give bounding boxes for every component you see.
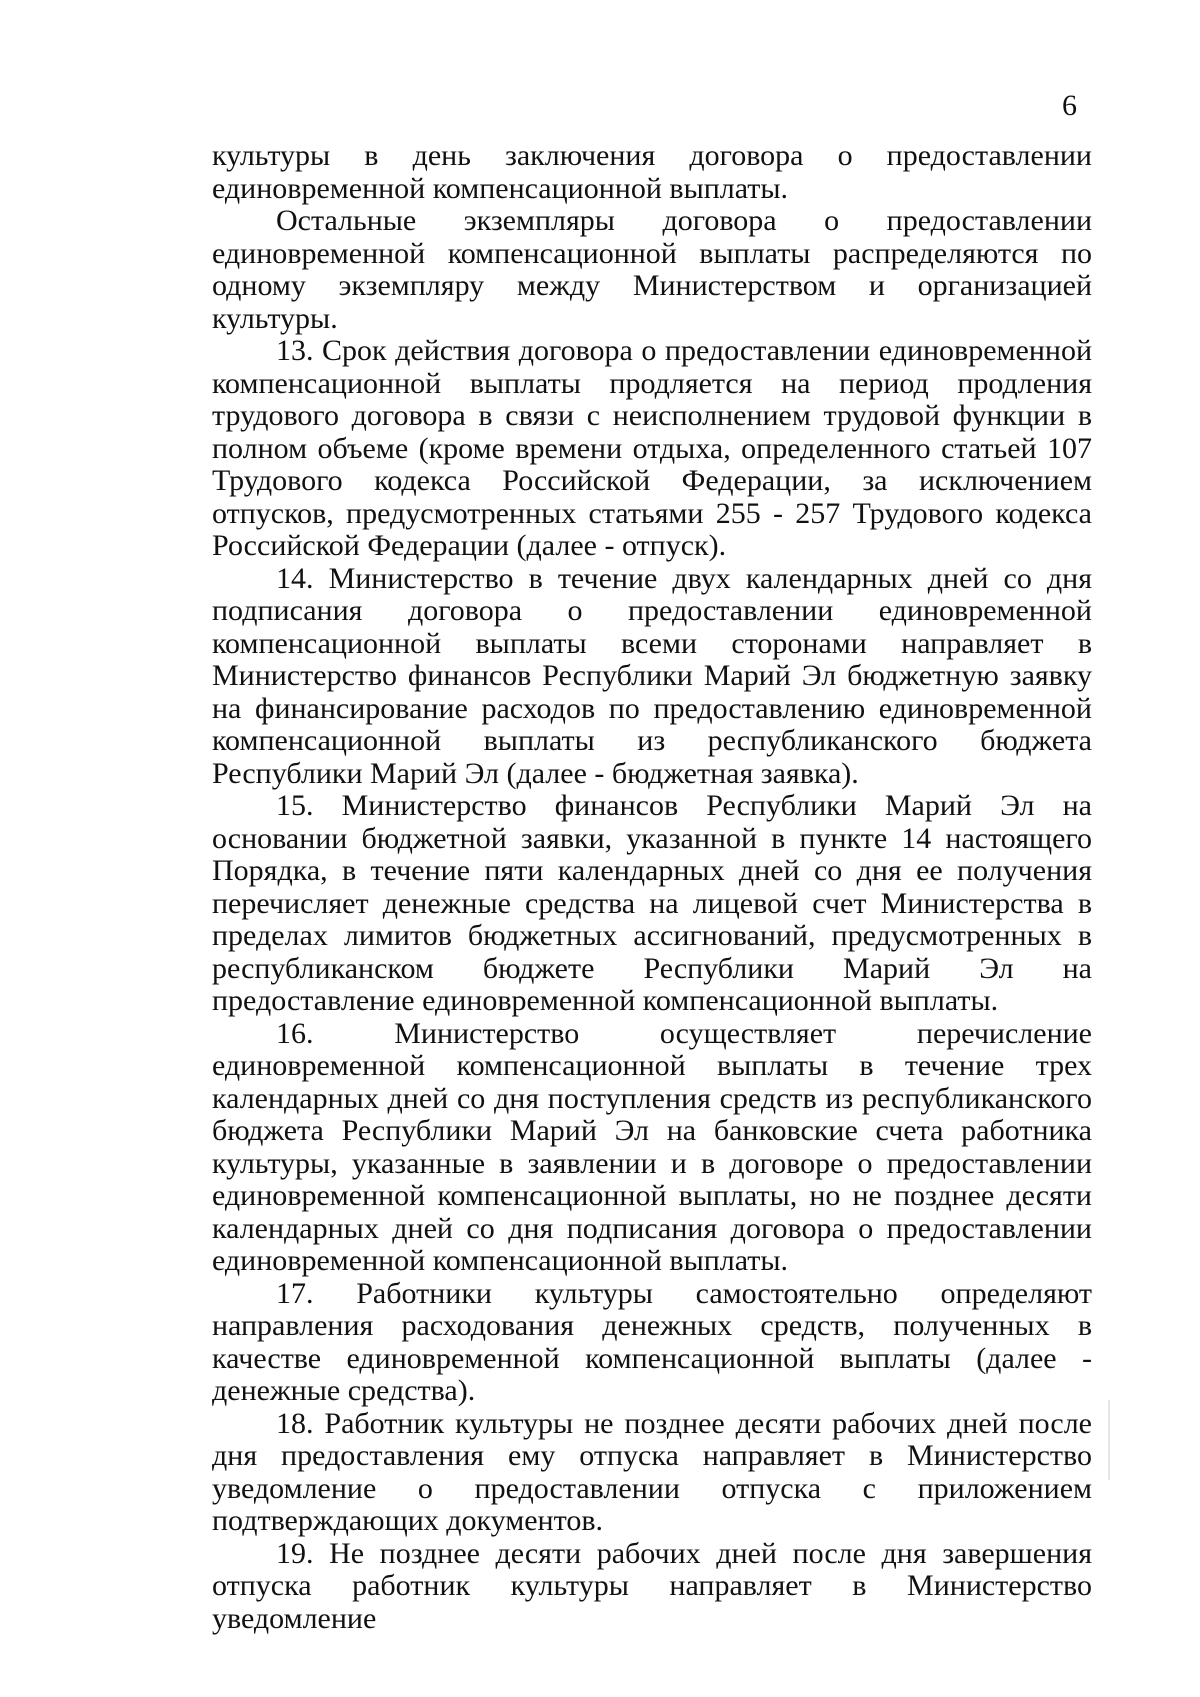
paragraph-16: 16. Министерство осуществляет перечисление единовременной компенсационной выплаты в течение трех календарных дней со дня поступления средств из республиканского бюджета Республики Марий Эл на банковские счета работника культуры, указанные в заявлении и в договоре о предоставлении единовременной компенсационной выплаты, но не позднее десяти календарных дней со дня подписания договора о предоставлении единовременной компенсационной выплаты. [212,1016,1092,1277]
paragraph-19: 19. Не позднее десяти рабочих дней после дня завершения отпуска работник культуры направляет в Министерство уведомление [212,1536,1092,1635]
paragraph-15: 15. Министерство финансов Республики Марий Эл на основании бюджетной заявки, указанной в пункте 14 настоящего Порядка, в течение пяти календарных дней со дня ее получения перечисляет денежные средства на лицевой счет Министерства в пределах лимитов бюджетных ассигнований, предусмотренных в республиканском бюджете Республики Марий Эл на предоставление единовременной компенсационной выплаты. [212,789,1092,1017]
page-number: 6 [1062,89,1077,122]
paragraph-18: 18. Работник культуры не позднее десяти рабочих дней после дня предоставления ему отпуска направляет в Министерство уведомление о предоставлении отпуска с приложением подтверждающих документов. [212,1406,1092,1537]
document-body [212,140,1092,1635]
paragraph-copies-distribution: Остальные экземпляры договора о предоставлении единовременной компенсационной выплаты распределяются по одному экземпляру между Министерством и организацией культуры. [212,204,1092,335]
paragraph-13: 13. Срок действия договора о предоставлении единовременной компенсационной выплаты продляется на период продления трудового договора в связи с неисполнением трудовой функции в полном объеме (кроме времени отдыха, определенного статьей 107 Трудового кодекса Российской Федерации, за исключением отпусков, предусмотренных статьями 255 - 257 Трудового кодекса Российской Федерации (далее - отпуск). [212,334,1092,562]
paragraph-17: 17. Работники культуры самостоятельно определяют направления расходования денежных средств, полученных в качестве единовременной компенсационной выплаты (далее - денежные средства). [212,1276,1092,1407]
scan-margin-mark [1108,1400,1110,1480]
paragraph-continuation: культуры в день заключения договора о предоставлении единовременной компенсационной выплаты. [212,139,1092,205]
paragraph-14: 14. Министерство в течение двух календарных дней со дня подписания договора о предоставлении единовременной компенсационной выплаты всеми сторонами направляет в Министерство финансов Республики Марий Эл бюджетную заявку на финансирование расходов по предоставлению единовременной компенсационной выплаты из республиканского бюджета Республики Марий Эл (далее - бюджетная заявка). [212,561,1092,790]
